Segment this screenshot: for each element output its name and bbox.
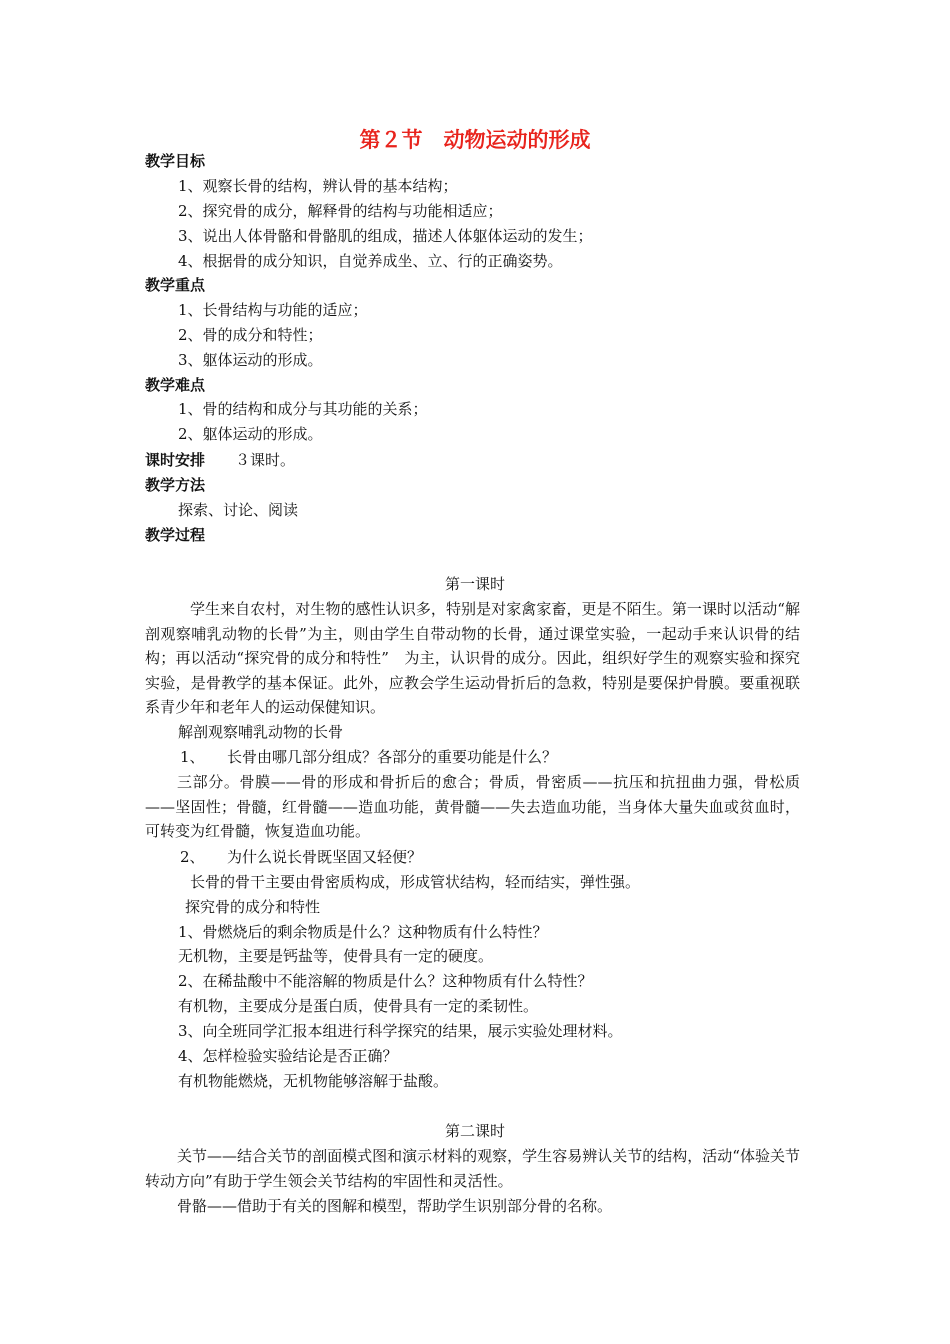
goal-item-2: 2、探究骨的成分，解释骨的结构与功能相适应； — [178, 202, 503, 220]
goal-item-1: 1、观察长骨的结构，辨认骨的基本结构； — [178, 177, 458, 195]
lesson2-title: 第二课时 — [444, 1122, 505, 1140]
list-item: 有机物能燃烧，无机物能够溶解于盐酸。 — [178, 1072, 449, 1090]
question-1: 1、 长骨由哪几部分组成？各部分的重要功能是什么？ — [180, 748, 558, 766]
list-item: 2、在稀盐酸中不能溶解的物质是什么？这种物质有什么特性？ — [178, 972, 593, 990]
schedule-value: ３课时。 — [235, 451, 296, 469]
difficulty-item-2: 2、躯体运动的形成。 — [178, 425, 323, 443]
lesson2-paragraph-1: 关节——结合关节的剖面模式图和演示材料的观察，学生容易辨认关节的结构，活动“体验关节转动方向”有助于学生领会关节结构的牢固性和灵活性。 — [145, 1147, 800, 1190]
goals-heading: 教学目标 — [145, 152, 206, 170]
methods-heading: 教学方法 — [145, 476, 206, 494]
key-point-item-1: 1、长骨结构与功能的适应； — [178, 301, 368, 319]
list-item: 3、向全班同学汇报本组进行科学探究的结果，展示实验处理材料。 — [178, 1022, 623, 1040]
answer-1: 三部分。骨膜——骨的形成和骨折后的愈合；骨质，骨密质——抗压和抗扭曲力强，骨松质——坚固性；骨髓，红骨髓——造血功能，黄骨髓——失去造血功能，当身体大量失血或贫血时，可转变为红骨髓，恢复造血功能。 — [145, 773, 800, 841]
schedule-heading: 课时安排 — [145, 451, 206, 469]
list-item: 有机物，主要成分是蛋白质，使骨具有一定的柔韧性。 — [178, 997, 539, 1015]
lesson1-title: 第一课时 — [444, 575, 505, 593]
difficulty-item-1: 1、骨的结构和成分与其功能的关系； — [178, 400, 428, 418]
list-item: 1、骨燃烧后的剩余物质是什么？这种物质有什么特性？ — [178, 923, 548, 941]
page-title: 第２节 动物运动的形成 — [359, 128, 591, 152]
methods-value: 探索、讨论、阅读 — [178, 501, 299, 519]
lesson1-intro: 学生来自农村，对生物的感性认识多，特别是对家禽家畜，更是不陌生。第一课时以活动“解剖观察哺乳动物的长骨”为主，则由学生自带动物的长骨，通过课堂实验，一起动手来认识骨的结构；再以活动“探究骨的成分和特性” 为主，认识骨的成分。因此，组织好学生的观察实验和探究实验，是骨教学的基本保证。此外，应教会学生运动骨折后的急救，特别是要保护骨膜。要重视联系青少年和老年人的运动保健知识。 — [145, 600, 800, 717]
key-point-item-3: 3、躯体运动的形成。 — [178, 351, 323, 369]
key-point-item-2: 2、骨的成分和特性； — [178, 326, 323, 344]
activity1-title: 解剖观察哺乳动物的长骨 — [178, 723, 344, 741]
key-points-heading: 教学重点 — [145, 276, 206, 294]
goal-item-3: 3、说出人体骨骼和骨骼肌的组成，描述人体躯体运动的发生； — [178, 227, 593, 245]
list-item: 无机物，主要是钙盐等，使骨具有一定的硬度。 — [178, 947, 494, 965]
question-2: 2、 为什么说长骨既坚固又轻便？ — [180, 848, 423, 866]
answer-2: 长骨的骨干主要由骨密质构成，形成管状结构，轻而结实，弹性强。 — [190, 873, 641, 891]
difficulties-heading: 教学难点 — [145, 376, 206, 394]
activity2-title: 探究骨的成分和特性 — [185, 898, 321, 916]
lesson2-paragraph-2: 骨骼——借助于有关的图解和模型，帮助学生识别部分骨的名称。 — [177, 1197, 613, 1215]
process-heading: 教学过程 — [145, 526, 206, 544]
list-item: 4、怎样检验实验结论是否正确？ — [178, 1047, 398, 1065]
goal-item-4: 4、根据骨的成分知识，自觉养成坐、立、行的正确姿势。 — [178, 252, 563, 270]
